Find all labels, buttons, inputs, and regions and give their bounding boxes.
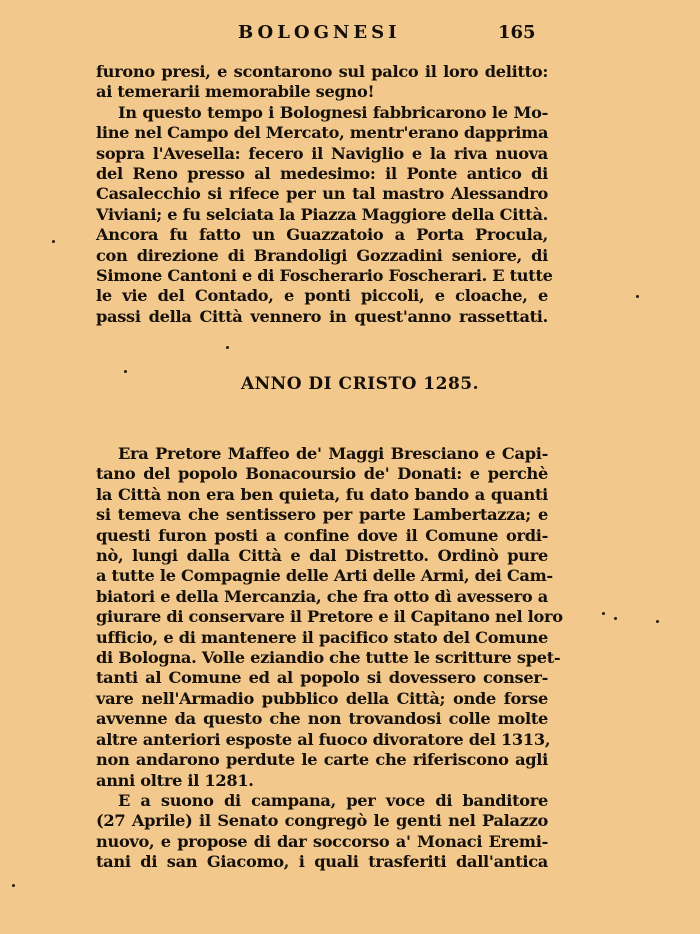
- text-line: tani di san Giacomo, i quali trasferiti dall'antica: [96, 852, 548, 872]
- text-line: la Città non era ben quieta, fu dato bando a quanti: [96, 484, 548, 504]
- text-line: altre anteriori esposte al fuoco divoratore del 1313,: [96, 729, 551, 749]
- text-line: del Reno presso al medesimo: il Ponte antico di: [96, 164, 548, 184]
- running-head: [0, 22, 700, 46]
- text-line: di Bologna. Volle eziandio che tutte le scritture spet-: [96, 648, 561, 668]
- text-line: avvenne da questo che non trovandosi colle molte: [96, 709, 548, 729]
- print-speck: [656, 620, 659, 623]
- text-line: non andarono perdute le carte che riferiscono agli: [96, 750, 548, 770]
- text-line: biatori e della Mercanzia, che fra otto dì avessero a: [96, 586, 548, 606]
- text-line: con direzione di Brandoligi Gozzadini seniore, di: [96, 245, 548, 265]
- text-line: questi furon posti a confine dove il Comune ordi-: [96, 525, 548, 545]
- text-line: (27 Aprile) il Senato congregò le genti nel Palazzo: [96, 811, 548, 831]
- text-line: tano del popolo Bonacoursio de' Donati: e perchè: [96, 464, 548, 484]
- print-speck: [124, 370, 127, 373]
- text-line: line nel Campo del Mercato, mentr'erano dapprima: [96, 123, 549, 143]
- text-line: nuovo, e propose di dar soccorso a' Monaci Eremi-: [96, 831, 548, 851]
- running-title: BOLOGNESI: [238, 22, 401, 43]
- text-line: nò, lungi dalla Città e dal Distretto. Ordinò pure: [96, 546, 548, 566]
- text-line: Ancora fu fatto un Guazzatoio a Porta Procula,: [96, 225, 548, 245]
- text-line: furono presi, e scontarono sul palco il loro delitto:: [96, 62, 548, 81]
- text-line: vare nell'Armadio pubblico della Città; onde forse: [96, 688, 548, 708]
- print-speck: [636, 295, 639, 298]
- text-line: E a suono di campana, per voce di banditore: [118, 790, 548, 810]
- text-line: a tutte le Compagnie delle Arti delle Armi, dei Cam-: [96, 566, 553, 586]
- text-line: giurare di conservare il Pretore e il Capitano nel loro: [96, 607, 563, 627]
- text-line: Viviani; e fu selciata la Piazza Maggiore della Città.: [96, 204, 548, 224]
- text-line: anni oltre il 1281.: [96, 770, 254, 790]
- text-line: le vie del Contado, e ponti piccoli, e cloache, e: [96, 286, 548, 306]
- print-speck: [602, 612, 605, 615]
- text-line: tanti al Comune ed al popolo si dovessero conser-: [96, 668, 548, 688]
- text-line: si temeva che sentissero per parte Lambertazza; e: [96, 505, 548, 525]
- print-speck: [12, 884, 15, 887]
- text-line: Era Pretore Maffeo de' Maggi Bresciano e Capi-: [118, 444, 548, 463]
- print-speck: [226, 346, 229, 349]
- print-speck: [614, 617, 617, 620]
- print-speck: [52, 240, 55, 243]
- text-line: ai temerarii memorabile segno!: [96, 82, 375, 102]
- text-line: In questo tempo i Bolognesi fabbricarono le Mo-: [118, 102, 548, 122]
- paragraph-block-bottom: [96, 444, 563, 873]
- text-line: passi della Città vennero in quest'anno rassettati.: [96, 306, 548, 326]
- section-heading: ANNO DI CRISTO 1285.: [240, 374, 480, 394]
- text-line: Simone Cantoni e di Foscherario Foscherari. E tutte: [96, 266, 553, 286]
- text-line: sopra l'Avesella: fecero il Naviglio e la riva nuova: [96, 143, 548, 163]
- paragraph-block-top: [96, 62, 553, 327]
- text-line: Casalecchio si rifece per un tal mastro Alessandro: [96, 184, 548, 204]
- page-number: 165: [498, 22, 536, 43]
- text-line: ufficio, e di mantenere il pacifico stato del Comune: [96, 627, 548, 647]
